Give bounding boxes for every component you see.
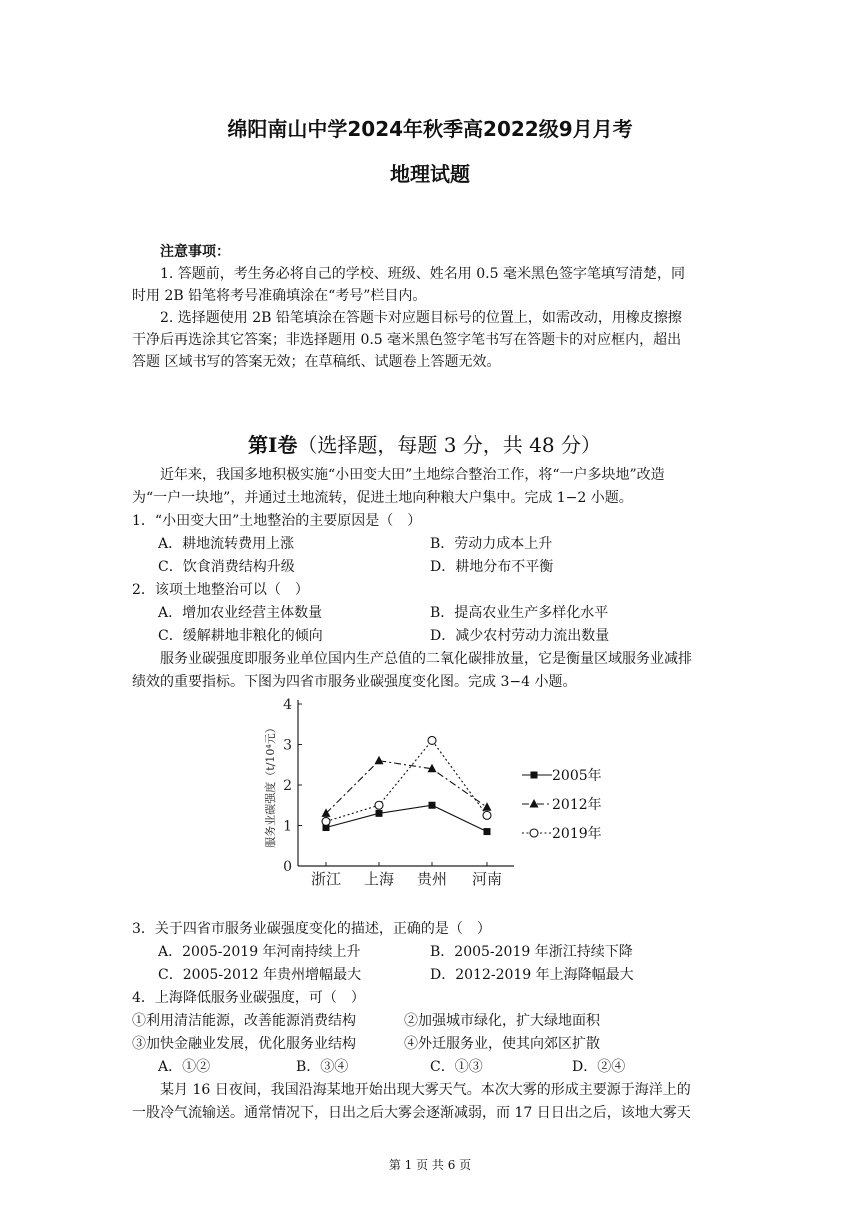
- data-point: [483, 802, 492, 811]
- section-heading-strong: 第Ⅰ卷: [248, 433, 298, 457]
- notice-item2-line3: 答题 区域书写的答案无效；在草稿纸、试题卷上答题无效。: [132, 354, 501, 370]
- section-heading-rest: （选择题，每题 3 分，共 48 分）: [297, 433, 601, 457]
- data-point: [428, 736, 436, 744]
- data-point: [376, 810, 383, 817]
- q2-option-a: A．增加农业经营主体数量: [158, 605, 323, 621]
- q1-option-b: B．劳动力成本上升: [430, 536, 553, 552]
- q2-option-b: B．提高农业生产多样化水平: [430, 605, 609, 621]
- passage3-line2: 一股冷气流输送。通常情况下，日出之后大雾会逐渐减弱，而 17 日日出之后，该地大雾天: [132, 1105, 691, 1121]
- data-point: [484, 828, 491, 835]
- q4-statement-3: ③加快金融业发展，优化服务业结构: [132, 1036, 356, 1052]
- series-line-0: [326, 805, 487, 831]
- legend-label: 2019年: [552, 826, 602, 842]
- q2-stem: 2．该项土地整治可以（ ）: [132, 582, 309, 598]
- x-tick-label: 河南: [471, 870, 503, 888]
- notice-item1-line1: 1. 答题前，考生务必将自己的学校、班级、姓名用 0.5 毫米黑色签字笔填写清楚，同: [160, 266, 685, 282]
- y-tick-label: 4: [283, 697, 292, 713]
- y-axis-label: 服务业碳强度（t/10⁴元）: [264, 722, 277, 848]
- data-point: [483, 811, 491, 819]
- x-tick-label: 贵州: [416, 870, 448, 888]
- legend-label: 2005年: [552, 768, 602, 784]
- page-number: 第 1 页 共 6 页: [388, 1158, 472, 1172]
- data-point: [375, 756, 384, 765]
- data-point: [322, 817, 330, 825]
- data-point: [375, 801, 383, 809]
- q1-option-a: A．耕地流转费用上涨: [158, 536, 295, 552]
- legend-marker: [531, 772, 538, 779]
- y-tick-label: 2: [283, 778, 292, 794]
- q3-stem: 3．关于四省市服务业碳强度变化的描述，正确的是（ ）: [132, 921, 491, 937]
- passage1-line2: 为“一户一块地”，并通过土地流转，促进土地向种粮大户集中。完成 1−2 小题。: [132, 490, 633, 506]
- passage2-line1: 服务业碳强度即服务业单位国内生产总值的二氧化碳排放量，它是衡量区域服务业减排: [160, 651, 692, 667]
- q4-statement-2: ②加强城市绿化，扩大绿地面积: [404, 1013, 600, 1029]
- q4-option-d: D．②④: [572, 1059, 626, 1075]
- legend-label: 2012年: [552, 797, 602, 813]
- exam-title: 绵阳南山中学2024年秋季高2022级9月月考: [227, 117, 633, 141]
- section-heading: [248, 429, 601, 458]
- carbon-intensity-chart: [0, 690, 860, 890]
- y-tick-label: 1: [283, 818, 292, 835]
- q1-option-d: D．耕地分布不平衡: [430, 559, 554, 575]
- q3-option-a: A．2005-2019 年河南持续上升: [158, 944, 361, 960]
- q2-option-d: D．减少农村劳动力流出数量: [430, 628, 610, 644]
- q4-option-c: C．①③: [430, 1059, 483, 1075]
- y-tick-label: 3: [283, 737, 292, 754]
- x-tick-label: 浙江: [310, 870, 342, 888]
- notice-item2-line1: 2. 选择题使用 2B 铅笔填涂在答题卡对应题目标号的位置上，如需改动，用橡皮擦擦: [160, 310, 682, 326]
- q3-option-b: B．2005-2019 年浙江持续下降: [430, 944, 633, 960]
- q4-statement-1: ①利用清洁能源，改善能源消费结构: [132, 1013, 356, 1029]
- notice-label: 注意事项：: [160, 244, 230, 260]
- series-line-1: [326, 761, 487, 814]
- q2-option-c: C．缓解耕地非粮化的倾向: [158, 628, 323, 644]
- exam-subtitle: 地理试题: [390, 162, 470, 186]
- q3-option-c: C．2005-2012 年贵州增幅最大: [158, 967, 362, 983]
- notice-item1-line2: 时用 2B 铅笔将考号准确填涂在“考号”栏目内。: [132, 288, 427, 304]
- x-tick-label: 上海: [363, 870, 395, 888]
- q1-stem: 1．“小田变大田”土地整治的主要原因是（ ）: [132, 513, 422, 529]
- q4-option-a: A．①②: [158, 1059, 211, 1075]
- q4-option-b: B．③④: [296, 1059, 349, 1075]
- q4-stem: 4．上海降低服务业碳强度，可（ ）: [132, 990, 365, 1006]
- y-tick-label: 0: [283, 859, 292, 875]
- passage3-line1: 某月 16 日夜间，我国沿海某地开始出现大雾天气。本次大雾的形成主要源于海洋上的: [160, 1082, 691, 1098]
- notice-item2-line2: 干净后再选涂其它答案；非选择题用 0.5 毫米黑色签字笔书写在答题卡的对应框内，超出: [132, 332, 682, 348]
- q3-option-d: D．2012-2019 年上海降幅最大: [430, 967, 634, 983]
- q1-option-c: C．饮食消费结构升级: [158, 559, 295, 575]
- legend-marker: [530, 799, 539, 808]
- legend-marker: [530, 829, 538, 837]
- passage2-line2: 绩效的重要指标。下图为四省市服务业碳强度变化图。完成 3−4 小题。: [132, 674, 577, 690]
- data-point: [429, 802, 436, 809]
- q4-statement-4: ④外迁服务业，使其向郊区扩散: [404, 1036, 600, 1052]
- passage1-line1: 近年来，我国多地积极实施“小田变大田”土地综合整治工作，将“一户多块地”改造: [160, 467, 665, 483]
